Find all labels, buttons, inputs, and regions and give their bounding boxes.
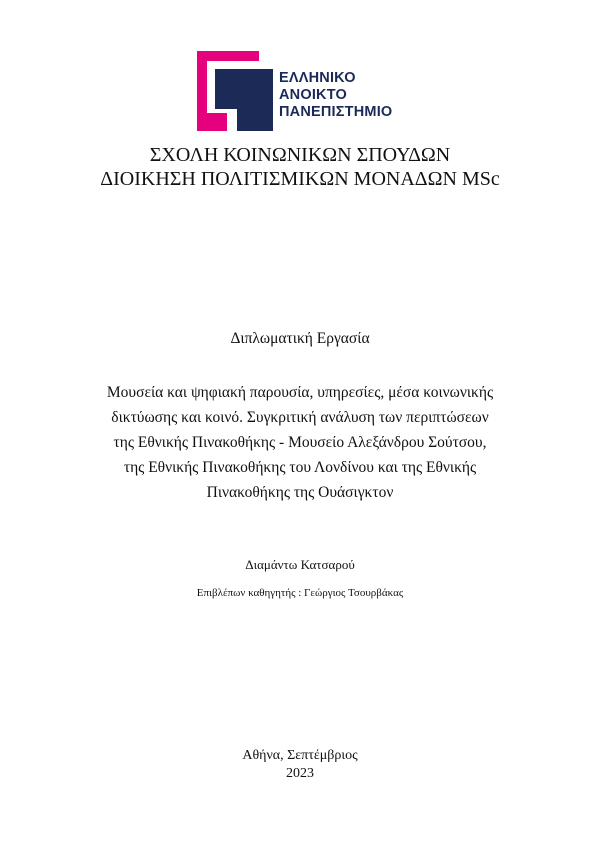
logo-line-1: ΕΛΛΗΝΙΚΟ <box>279 70 356 86</box>
school-name: ΣΧΟΛΗ ΚΟΙΝΩΝΙΚΩΝ ΣΠΟΥΔΩΝ <box>149 144 451 166</box>
logo-line-3: ΠΑΝΕΠΙΣΤΗΜΙΟ <box>279 104 393 120</box>
year: 2023 <box>286 766 314 781</box>
city-month: Αθήνα, Σεπτέμβριος <box>242 748 358 763</box>
supervisor-line: Επιβλέπων καθηγητής : Γεώργιος Τσουρβάκας <box>196 587 404 599</box>
university-logo <box>197 51 407 131</box>
thesis-title <box>90 380 510 505</box>
place-date <box>0 747 600 783</box>
logo-line-2: ΑΝΟΙΚΤΟ <box>279 87 347 103</box>
title-line: της Εθνικής Πινακοθήκης - Μουσείο Αλεξάνδρου Σούτσου, <box>113 434 487 451</box>
logo-mark-icon <box>197 51 277 131</box>
title-line: της Εθνικής Πινακοθήκης του Λονδίνου και της Εθνικής <box>123 459 477 476</box>
document-kind: Διπλωματική Εργασία <box>230 330 370 347</box>
school-heading <box>0 143 600 191</box>
program-name: ΔΙΟΙΚΗΣΗ ΠΟΛΙΤΙΣΜΙΚΩΝ ΜΟΝΑΔΩΝ MSc <box>100 168 500 190</box>
title-line: Πινακοθήκης της Ουάσιγκτον <box>206 484 394 501</box>
author-name: Διαμάντω Κατσαρού <box>245 557 355 572</box>
title-line: δικτύωσης και κοινό. Συγκριτική ανάλυση των περιπτώσεων <box>111 409 489 426</box>
title-line: Μουσεία και ψηφιακή παρουσία, υπηρεσίες, μέσα κοινωνικής <box>106 384 494 401</box>
logo-wordmark <box>279 70 392 121</box>
